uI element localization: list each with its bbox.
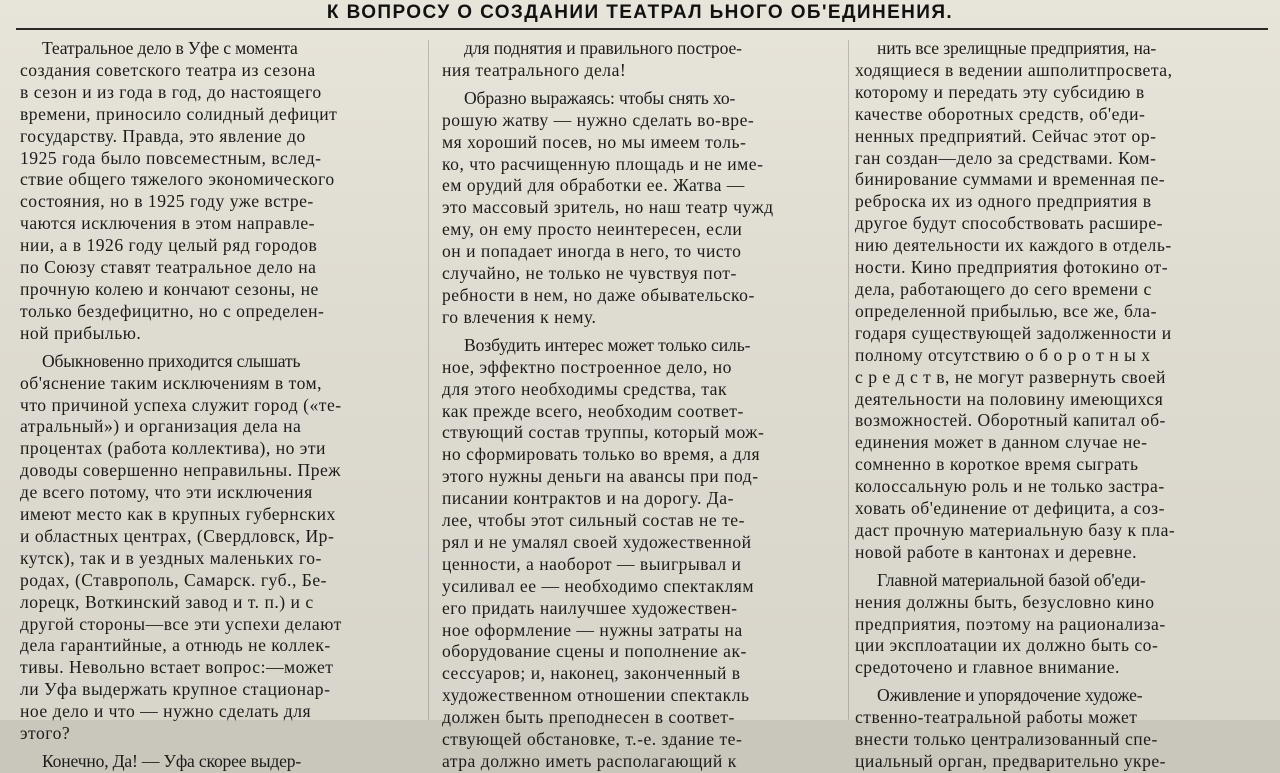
text-line: Оживление и упорядочение художе-	[877, 685, 1143, 706]
text-line: ции эксплоатации их должно быть со-	[855, 635, 1159, 656]
text-line: новой работе в кантонах и деревне.	[855, 541, 1138, 562]
text-line: ко, что расчищенную площадь и не име-	[442, 153, 764, 174]
text-line: деятельности на половину имеющихся	[855, 388, 1164, 409]
text-line: но сформировать только во время, а для	[442, 444, 761, 465]
text-line: тивы. Невольно встает вопрос:—может	[20, 657, 334, 678]
text-line: реброска их из одного предприятия в	[855, 191, 1152, 212]
text-line: бинирование суммами и временная пе-	[855, 169, 1166, 190]
text-line: средоточено и главное внимание.	[855, 657, 1120, 678]
text-line: усиливал ее — необходимо спектаклям	[442, 575, 754, 596]
article-paragraph	[20, 351, 415, 745]
text-line: Театральное дело в Уфе с момента	[42, 38, 298, 58]
text-line: сессуаров; и, наконец, законченный в	[442, 663, 741, 684]
article-paragraph	[442, 38, 840, 82]
text-line: другое будут способствовать расшире-	[855, 213, 1163, 234]
text-line: как прежде всего, необходим соответ-	[442, 400, 744, 421]
text-line: и областных центрах, (Свердловск, Ир-	[20, 525, 335, 546]
text-line: сомненно в короткое время сыграть	[855, 454, 1139, 475]
text-line: которому и передать эту субсидию в	[855, 81, 1145, 102]
text-line: состояния, но в 1925 году уже встре-	[20, 191, 314, 212]
text-line: дела гарантийные, а отнюдь не коллек-	[20, 635, 331, 656]
text-line: внести только централизованный спе-	[855, 729, 1158, 750]
text-line: писании контрактов и на дорогу. Да-	[442, 488, 734, 509]
text-line: прочную колею и кончают сезоны, не	[20, 278, 319, 299]
text-line: только бездефицитно, но с определен-	[20, 300, 325, 321]
text-line: он и попадает иногда в него, то чисто	[442, 241, 742, 262]
article-paragraph	[20, 38, 415, 345]
title-rule	[16, 28, 1268, 30]
text-line: этого?	[20, 723, 71, 744]
text-line: нии, а в 1926 году целый ряд городов	[20, 235, 318, 256]
text-line: 1925 года было повсеместным, вслед-	[20, 147, 322, 168]
text-line: времени, приносило солидный дефицит	[20, 103, 338, 124]
text-line: ходящиеся в ведении ашполитпросвета,	[855, 59, 1173, 80]
text-line: циальный орган, предварительно укре-	[855, 751, 1167, 771]
text-line: де всего потому, что эти исключения	[20, 482, 313, 503]
text-line: ной прибылью.	[20, 322, 142, 343]
text-line: ное, эффектно построенное дело, но	[442, 356, 732, 377]
text-line: это массовый зритель, но наш театр чужд	[442, 197, 774, 218]
text-line: доводы совершенно неправильны. Преж	[20, 460, 341, 481]
text-line: чаются исключения в этом направле-	[20, 213, 316, 234]
text-line: художественном отношении спектакль	[442, 685, 750, 706]
text-line: оборудование сцены и пополнение ак-	[442, 641, 747, 662]
text-line: для поднятия и правильного построе-	[464, 38, 742, 58]
text-line: ствующей обстановке, т.-е. здание те-	[442, 729, 743, 750]
text-line: Главной материальной базой об'еди-	[877, 569, 1146, 590]
text-line: единения может в данном случае не-	[855, 432, 1148, 453]
text-line: Обыкновенно приходится слышать	[42, 350, 301, 371]
text-line: колоссальную роль и не только застра-	[855, 476, 1165, 497]
text-line: с р е д с т в, не могут развернуть своей	[855, 366, 1166, 387]
text-line: ховать об'единение от дефицита, а соз-	[855, 498, 1165, 519]
text-line: создания советского театра из сезона	[20, 59, 316, 80]
article-column-2	[442, 38, 840, 771]
text-line: Конечно, Да! — Уфа скорее выдер-	[42, 751, 302, 771]
text-line: нию деятельности их каждого в отдель-	[855, 235, 1172, 256]
text-line: ствующий состав труппы, который мож-	[442, 422, 765, 443]
text-line: этого нужны деньги на авансы при под-	[442, 466, 759, 487]
text-line: что причиной успеха служит город («те-	[20, 394, 342, 415]
text-line: качестве оборотных средств, об'еди-	[855, 103, 1146, 124]
text-line: ли Уфа выдержать крупное стационар-	[20, 679, 331, 700]
text-line: ему, он ему просто неинтересен, если	[442, 219, 743, 240]
text-line: ственно-театральной работы может	[855, 707, 1138, 728]
text-line: рошую жатву — нужно сделать во-вре-	[442, 109, 755, 130]
column-divider	[428, 40, 429, 720]
text-line: нения должны быть, безусловно кино	[855, 591, 1155, 612]
text-line: атральный») и организация дела на	[20, 416, 302, 437]
text-line: ности. Кино предприятия фотокино от-	[855, 257, 1169, 278]
text-line: должен быть преподнесен в соответ-	[442, 707, 735, 728]
text-line: атра должно иметь располагающий к	[442, 751, 737, 771]
text-line: лорецк, Воткинский завод и т. п.) и с	[20, 591, 314, 612]
text-line: имеют место как в крупных губернских	[20, 504, 336, 525]
text-line: мя хороший посев, но мы имеем толь-	[442, 131, 747, 152]
text-line: определенной прибылью, все же, бла-	[855, 300, 1157, 321]
text-line: случайно, не только не чувствуя пот-	[442, 263, 737, 284]
text-line: процентах (работа коллектива), но эти	[20, 438, 326, 459]
article-column-3	[855, 38, 1265, 771]
text-line: го влечения к нему.	[442, 306, 597, 327]
text-line: ное оформление — нужны затраты на	[442, 619, 743, 640]
text-line: ребности в нем, но даже обывательско-	[442, 284, 755, 305]
text-line: ган создан—дело за средствами. Ком-	[855, 147, 1157, 168]
article-paragraph	[442, 335, 840, 773]
column-divider	[848, 40, 849, 720]
text-line: ценности, а наоборот — выигрывал и	[442, 553, 742, 574]
article-column-1	[20, 38, 415, 771]
article-paragraph	[855, 570, 1265, 680]
text-line: об'яснение таким исключениям в том,	[20, 372, 323, 393]
text-line: ное дело и что — нужно сделать для	[20, 701, 312, 722]
text-line: возможностей. Оборотный капитал об-	[855, 410, 1166, 431]
text-line: кутск), так и в уездных маленьких го-	[20, 547, 322, 568]
text-line: в сезон и из года в год, до настоящего	[20, 81, 322, 102]
text-line: другой стороны—все эти успехи делают	[20, 613, 342, 634]
article-paragraph	[855, 685, 1265, 773]
article-paragraph	[855, 38, 1265, 564]
text-line: Возбудить интерес может только силь-	[464, 334, 751, 355]
text-line: ем орудий для обработки ее. Жатва —	[442, 175, 745, 196]
text-line: для этого необходимы средства, так	[442, 378, 728, 399]
text-line: его придать наилучшее художествен-	[442, 597, 738, 618]
article-paragraph	[442, 88, 840, 329]
text-line: ния театрального дела!	[442, 59, 627, 80]
text-line: по Союзу ставят театральное дело на	[20, 257, 317, 278]
text-line: родах, (Ставрополь, Самарск. губ., Бе-	[20, 569, 328, 590]
article-paragraph	[20, 751, 415, 773]
text-line: предприятия, поэтому на рационализа-	[855, 613, 1166, 634]
text-line: дела, работающего до сего времени с	[855, 278, 1152, 299]
text-line: рял и не умалял своей художественной	[442, 531, 752, 552]
text-line: нить все зрелищные предприятия, на-	[877, 38, 1157, 58]
text-line: ствие общего тяжелого экономического	[20, 169, 335, 190]
text-line: Образно выражаясь: чтобы снять хо-	[464, 87, 736, 108]
text-line: полному отсутствию о б о р о т н ы х	[855, 344, 1151, 365]
text-line: годаря существующей задолженности и	[855, 322, 1172, 343]
article-title: К ВОПРОСУ О СОЗДАНИИ ТЕАТРАЛ ЬНОГО ОБ'ЕДИНЕНИЯ.	[326, 2, 954, 23]
text-line: ненных предприятий. Сейчас этот ор-	[855, 125, 1157, 146]
text-line: государству. Правда, это явление до	[20, 125, 306, 146]
text-line: даст прочную материальную базу к пла-	[855, 519, 1176, 540]
text-line: лее, чтобы этот сильный состав не те-	[442, 510, 745, 531]
